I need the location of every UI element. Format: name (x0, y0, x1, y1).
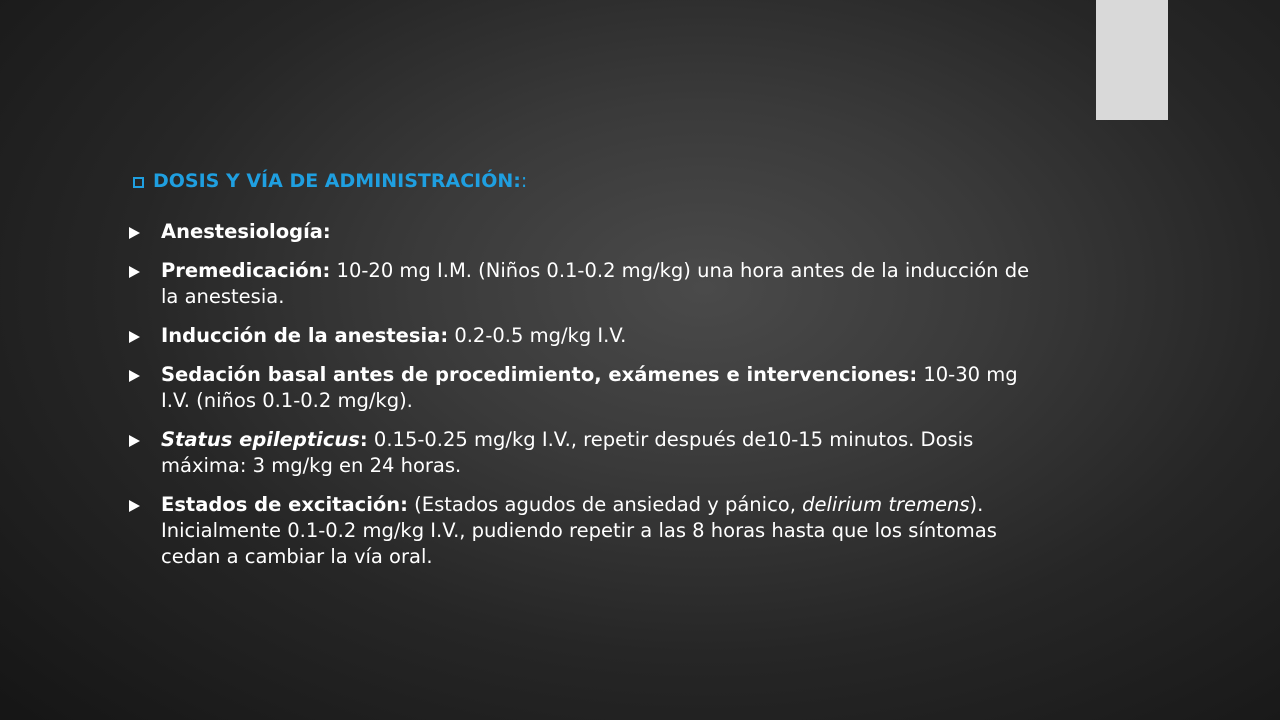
bullet-text-after: ). Inicialmente 0.1-0.2 mg/kg I.V., pudiendo repetir a las 8 horas hasta que los síntomas cedan a cambiar la vía oral. (161, 493, 997, 568)
bullet-label: Estados de excitación: (161, 493, 408, 516)
bullet-text-before: (Estados agudos de ansiedad y pánico, (407, 493, 803, 516)
slide-title-suffix: : (520, 170, 528, 192)
bullet-text-italic: delirium tremens (802, 493, 970, 516)
hollow-square-bullet-icon (133, 177, 144, 188)
bullet-item-premedicacion (129, 258, 1049, 310)
bullet-label-colon: : (359, 428, 368, 451)
bullet-text: 10-20 mg I.M. (Niños 0.1-0.2 mg/kg) una hora antes de la inducción de la anestesia. (161, 259, 1030, 308)
corner-decoration-block (1096, 0, 1168, 120)
bullet-text: 0.15-0.25 mg/kg I.V., repetir después de10-15 minutos. Dosis máxima: 3 mg/kg en 24 horas. (161, 428, 974, 477)
triangle-arrow-bullet-icon (129, 266, 140, 278)
bullet-label: Premedicación: (161, 259, 331, 282)
bullet-text: 10-30 mg I.V. (niños 0.1-0.2 mg/kg). (161, 363, 1018, 412)
bullet-label: Inducción de la anestesia: (161, 324, 449, 347)
triangle-arrow-bullet-icon (129, 435, 140, 447)
bullet-label: Anestesiología: (161, 220, 331, 243)
bullet-text: 0.2-0.5 mg/kg I.V. (448, 324, 627, 347)
slide-title-text: DOSIS Y VÍA DE ADMINISTRACIÓN: (153, 170, 521, 192)
bullet-item-anestesiologia (129, 219, 1049, 245)
triangle-arrow-bullet-icon (129, 331, 140, 343)
bullet-item-estados-excitacion (129, 492, 1049, 570)
bullet-label: Status epilepticus (161, 428, 360, 451)
triangle-arrow-bullet-icon (129, 370, 140, 382)
bullet-item-status-epilepticus (129, 427, 1049, 479)
bullet-list (129, 219, 1049, 583)
triangle-arrow-bullet-icon (129, 500, 140, 512)
bullet-item-induccion (129, 323, 1049, 349)
slide-title (133, 170, 527, 192)
bullet-label: Sedación basal antes de procedimiento, exámenes e intervenciones: (161, 363, 918, 386)
triangle-arrow-bullet-icon (129, 227, 140, 239)
bullet-item-sedacion (129, 362, 1049, 414)
